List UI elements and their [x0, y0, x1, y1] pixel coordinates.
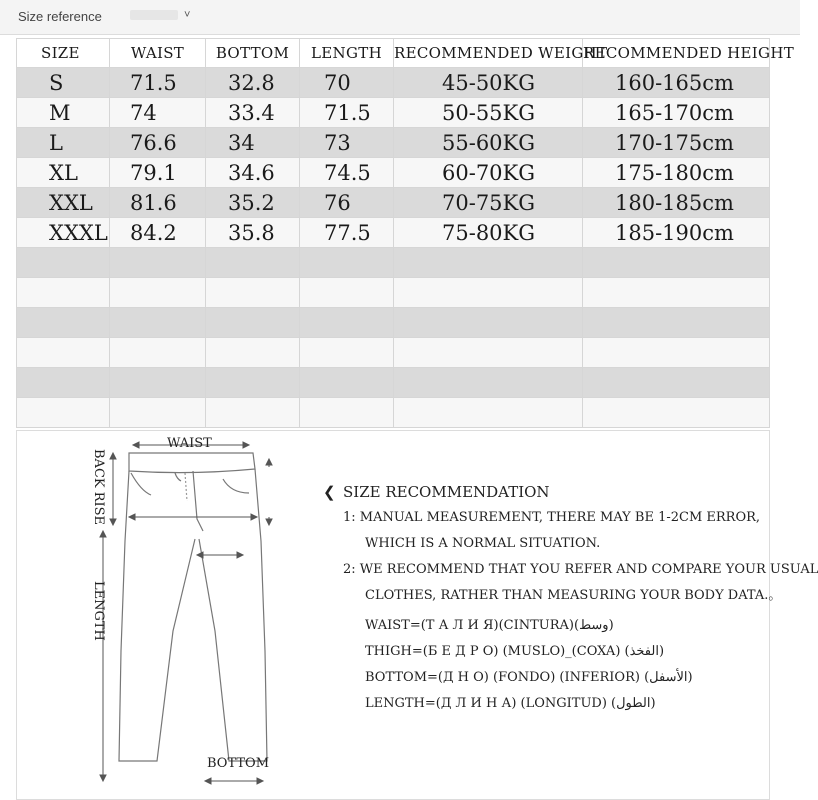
- table-cell: 185-190cm: [583, 218, 770, 248]
- header-length: LENGTH: [300, 39, 394, 68]
- table-cell: [17, 248, 110, 278]
- table-row: [17, 158, 770, 188]
- bottom-translation: BOTTOM=(Д Н О) (FONDO) (INFERIOR) (الأسفل): [365, 670, 693, 685]
- table-cell: 74.5: [300, 158, 394, 188]
- table-cell: 55-60KG: [394, 128, 583, 158]
- table-cell: 74: [110, 98, 206, 128]
- table-cell: 170-175cm: [583, 128, 770, 158]
- table-cell: XXL: [17, 188, 110, 218]
- table-row: [17, 218, 770, 248]
- header-waist: WAIST: [110, 39, 206, 68]
- table-cell: [206, 368, 300, 398]
- table-cell: [394, 398, 583, 428]
- waist-label: WAIST: [167, 436, 212, 451]
- table-cell: 60-70KG: [394, 158, 583, 188]
- header-recommended-weight: RECOMMENDED WEIGHT: [394, 39, 583, 68]
- table-cell: 35.8: [206, 218, 300, 248]
- table-cell: 70-75KG: [394, 188, 583, 218]
- table-cell: [206, 248, 300, 278]
- table-cell: [110, 278, 206, 308]
- table-cell: XXXL: [17, 218, 110, 248]
- table-cell: [110, 398, 206, 428]
- chevron-down-icon[interactable]: ˅: [184, 9, 191, 21]
- table-row: [17, 188, 770, 218]
- table-cell: [110, 308, 206, 338]
- table-cell: 81.6: [110, 188, 206, 218]
- back-rise-label: BACK RISE: [91, 449, 106, 526]
- header-bottom: BOTTOM: [206, 39, 300, 68]
- faint-text-placeholder: [130, 10, 178, 20]
- table-cell: L: [17, 128, 110, 158]
- table-cell: 175-180cm: [583, 158, 770, 188]
- chevron-left-icon: ❮: [323, 483, 336, 501]
- note-1-line-2: WHICH IS A NORMAL SITUATION.: [365, 536, 601, 551]
- table-row: [17, 98, 770, 128]
- table-cell: 71.5: [110, 68, 206, 98]
- size-chart-table: [16, 38, 795, 428]
- table-cell: 50-55KG: [394, 98, 583, 128]
- table-cell: 45-50KG: [394, 68, 583, 98]
- table-cell: [300, 308, 394, 338]
- table-cell: 84.2: [110, 218, 206, 248]
- size-reference-label[interactable]: Size reference: [18, 9, 102, 24]
- table-cell: 76: [300, 188, 394, 218]
- header-size: SIZE: [17, 39, 110, 68]
- waist-translation: WAIST=(Т А Л И Я)(CINTURA)(وسط): [365, 618, 614, 633]
- table-cell: [110, 368, 206, 398]
- table-cell: [17, 398, 110, 428]
- table-row: [17, 248, 770, 278]
- table-cell: [110, 338, 206, 368]
- recommendation-title: ❮ SIZE RECOMMENDATION: [323, 479, 763, 505]
- table-cell: 160-165cm: [583, 68, 770, 98]
- table-cell: [300, 368, 394, 398]
- table-cell: 33.4: [206, 98, 300, 128]
- table-cell: 34.6: [206, 158, 300, 188]
- table-row: [17, 338, 770, 368]
- table-cell: [583, 338, 770, 368]
- top-bar: [0, 0, 800, 35]
- table-cell: [583, 368, 770, 398]
- table-cell: [583, 398, 770, 428]
- table-cell: [583, 248, 770, 278]
- table-cell: 180-185cm: [583, 188, 770, 218]
- table-cell: 34: [206, 128, 300, 158]
- table-cell: M: [17, 98, 110, 128]
- table-cell: [300, 248, 394, 278]
- table-cell: 75-80KG: [394, 218, 583, 248]
- table-cell: [17, 308, 110, 338]
- table-cell: [17, 338, 110, 368]
- table-cell: XL: [17, 158, 110, 188]
- table-cell: [206, 278, 300, 308]
- note-2-line-2: CLOTHES, RATHER THAN MEASURING YOUR BODY DATA.。: [365, 588, 782, 603]
- table-cell: [394, 248, 583, 278]
- table-cell: S: [17, 68, 110, 98]
- table-row: [17, 128, 770, 158]
- table-row: [17, 368, 770, 398]
- table-cell: [394, 278, 583, 308]
- table-cell: [300, 398, 394, 428]
- table-row: [17, 398, 770, 428]
- table-cell: 77.5: [300, 218, 394, 248]
- table-cell: [206, 338, 300, 368]
- measurement-diagram-panel: [16, 430, 818, 800]
- header-recommended-height: RECOMMENDED HEIGHT: [583, 39, 770, 68]
- table-cell: 73: [300, 128, 394, 158]
- table-cell: 71.5: [300, 98, 394, 128]
- table-cell: [300, 338, 394, 368]
- bottom-label: BOTTOM: [207, 756, 270, 771]
- table-cell: [394, 338, 583, 368]
- table-cell: 79.1: [110, 158, 206, 188]
- table-cell: [583, 278, 770, 308]
- table-cell: [206, 308, 300, 338]
- table-cell: 70: [300, 68, 394, 98]
- table-row: [17, 278, 770, 308]
- length-translation: LENGTH=(Д Л И Н А) (LONGITUD) (الطول): [365, 696, 656, 711]
- table-cell: 32.8: [206, 68, 300, 98]
- table-cell: [206, 398, 300, 428]
- table-cell: [583, 308, 770, 338]
- table-cell: [394, 308, 583, 338]
- table-cell: [394, 368, 583, 398]
- note-1-line-1: 1: MANUAL MEASUREMENT, THERE MAY BE 1-2CM ERROR,: [343, 510, 761, 525]
- table-cell: [300, 278, 394, 308]
- thigh-translation: THIGH=(Б Е Д Р О) (MUSLO)_(COXA) (الفخذ): [365, 644, 665, 659]
- table-row: [17, 68, 770, 98]
- table-row: [17, 308, 770, 338]
- table-cell: 35.2: [206, 188, 300, 218]
- note-2-line-1: 2: WE RECOMMEND THAT YOU REFER AND COMPARE YOUR USUAL: [343, 562, 818, 577]
- table-cell: [110, 248, 206, 278]
- table-header-row: [17, 39, 770, 68]
- table-cell: [17, 278, 110, 308]
- size-recommendation: [323, 479, 818, 717]
- table-cell: [17, 368, 110, 398]
- table-cell: 76.6: [110, 128, 206, 158]
- table-cell: 165-170cm: [583, 98, 770, 128]
- pants-diagram: [17, 431, 337, 799]
- length-label: LENGTH: [91, 581, 106, 641]
